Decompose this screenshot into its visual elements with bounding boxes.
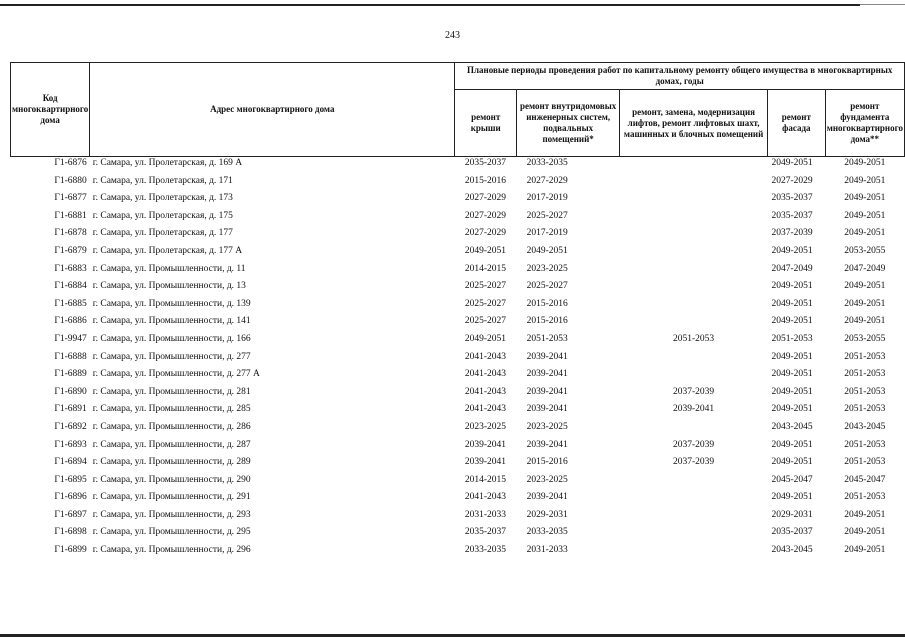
cell-foundation: 2049-2051 xyxy=(844,527,886,538)
cell-internal-systems: 2051-2053 xyxy=(526,333,568,344)
cell-code: Г1-6897 xyxy=(54,509,87,520)
cell-address: г. Самара, ул. Пролетарская, д. 173 xyxy=(92,193,233,204)
cell-facade: 2047-2049 xyxy=(771,263,813,274)
cell-lifts xyxy=(620,210,768,228)
cell-facade: 2051-2053 xyxy=(771,333,813,344)
table-row xyxy=(11,210,905,228)
table-row xyxy=(11,263,905,281)
cell-roof: 2039-2041 xyxy=(464,439,507,450)
cell-address: г. Самара, ул. Промышленности, д. 290 xyxy=(92,474,251,485)
cell-roof: 2039-2041 xyxy=(464,457,507,468)
cell-facade: 2029-2031 xyxy=(771,509,813,520)
cell-facade: 2049-2051 xyxy=(767,157,825,175)
cell-code: Г1-6886 xyxy=(54,316,87,327)
cell-internal-systems: 2033-2035 xyxy=(526,527,568,538)
cell-address: г. Самара, ул. Промышленности, д. 291 xyxy=(92,492,251,503)
cell-roof: 2041-2043 xyxy=(464,351,507,362)
cell-lifts: 2039-2041 xyxy=(673,404,715,415)
table-row xyxy=(11,227,905,245)
top-rule-thin xyxy=(860,4,905,5)
cell-lifts xyxy=(620,491,768,509)
cell-lifts: 2037-2039 xyxy=(673,386,715,397)
cell-address: г. Самара, ул. Промышленности, д. 11 xyxy=(92,263,246,274)
cell-foundation: 2049-2051 xyxy=(844,281,886,292)
cell-lifts xyxy=(620,315,768,333)
cell-code: Г1-6891 xyxy=(54,404,87,415)
cell-address: г. Самара, ул. Промышленности, д. 296 xyxy=(92,545,251,556)
cell-internal-systems: 2039-2041 xyxy=(526,351,568,362)
cell-facade: 2049-2051 xyxy=(771,439,813,450)
page-number: 243 xyxy=(445,30,460,41)
cell-lifts xyxy=(620,298,768,316)
cell-facade: 2049-2051 xyxy=(771,386,813,397)
cell-foundation: 2051-2053 xyxy=(844,492,886,503)
cell-foundation: 2049-2051 xyxy=(844,193,886,204)
header-address: Адрес многоквартирного дома xyxy=(90,63,455,157)
cell-address: г. Самара, ул. Промышленности, д. 289 xyxy=(92,457,251,468)
cell-roof: 2027-2029 xyxy=(464,228,507,239)
cell-roof: 2041-2043 xyxy=(464,369,507,380)
table-row xyxy=(11,333,905,351)
cell-code: Г1-6877 xyxy=(54,193,87,204)
cell-code: Г1-6880 xyxy=(54,175,87,186)
header-foundation: ремонт фундамента многоквартирного дома** xyxy=(825,90,904,157)
table-row xyxy=(11,456,905,474)
cell-internal-systems: 2039-2041 xyxy=(526,369,568,380)
table-row xyxy=(11,280,905,298)
cell-internal-systems: 2039-2041 xyxy=(526,439,568,450)
table-row xyxy=(11,421,905,439)
header-lifts: ремонт, замена, модернизация лифтов, ремонт лифтовых шахт, машинных и блочных помещений xyxy=(620,90,768,157)
cell-lifts xyxy=(620,175,768,193)
cell-internal-systems: 2049-2051 xyxy=(526,245,568,256)
table-row xyxy=(11,544,905,562)
cell-roof: 2014-2015 xyxy=(464,263,507,274)
cell-lifts xyxy=(620,421,768,439)
cell-facade: 2035-2037 xyxy=(771,527,813,538)
cell-internal-systems: 2033-2035 xyxy=(517,157,620,175)
cell-code: Г1-6893 xyxy=(54,439,87,450)
table-row xyxy=(11,245,905,263)
cell-foundation: 2051-2053 xyxy=(844,439,886,450)
cell-internal-systems: 2029-2031 xyxy=(526,509,568,520)
cell-code: Г1-6894 xyxy=(54,457,87,468)
table-row xyxy=(11,315,905,333)
table-row xyxy=(11,526,905,544)
cell-internal-systems: 2039-2041 xyxy=(526,404,568,415)
cell-lifts xyxy=(620,509,768,527)
table-body xyxy=(11,157,905,562)
cell-lifts xyxy=(620,474,768,492)
cell-lifts: 2037-2039 xyxy=(673,439,715,450)
cell-internal-systems: 2027-2029 xyxy=(526,175,568,186)
cell-facade: 2035-2037 xyxy=(771,193,813,204)
cell-address: г. Самара, ул. Пролетарская, д. 171 xyxy=(92,175,233,186)
cell-address: г. Самара, ул. Промышленности, д. 166 xyxy=(92,333,251,344)
header-code: Код многоквартирного дома xyxy=(11,63,90,157)
cell-facade: 2049-2051 xyxy=(771,369,813,380)
cell-facade: 2049-2051 xyxy=(771,351,813,362)
cell-roof: 2025-2027 xyxy=(464,298,507,309)
cell-address: г. Самара, ул. Пролетарская, д. 177 А xyxy=(92,245,243,256)
cell-internal-systems: 2015-2016 xyxy=(526,298,568,309)
header-roof: ремонт крыши xyxy=(455,90,517,157)
cell-foundation: 2053-2055 xyxy=(844,333,886,344)
cell-facade: 2049-2051 xyxy=(771,457,813,468)
cell-roof: 2015-2016 xyxy=(464,175,507,186)
cell-facade: 2049-2051 xyxy=(771,404,813,415)
cell-address: г. Самара, ул. Промышленности, д. 141 xyxy=(92,316,251,327)
capital-repair-schedule-table xyxy=(10,62,905,562)
cell-code: Г1-6888 xyxy=(54,351,87,362)
cell-facade: 2045-2047 xyxy=(771,474,813,485)
cell-roof: 2014-2015 xyxy=(464,474,507,485)
cell-code: Г1-6879 xyxy=(54,245,87,256)
cell-lifts xyxy=(620,263,768,281)
cell-address: г. Самара, ул. Пролетарская, д. 169 А xyxy=(90,157,455,175)
cell-address: г. Самара, ул. Промышленности, д. 13 xyxy=(92,281,246,292)
table-row xyxy=(11,157,905,175)
cell-roof: 2041-2043 xyxy=(464,386,507,397)
cell-internal-systems: 2017-2019 xyxy=(526,228,568,239)
table-row xyxy=(11,403,905,421)
cell-address: г. Самара, ул. Промышленности, д. 286 xyxy=(92,421,251,432)
cell-roof: 2031-2033 xyxy=(464,509,507,520)
cell-foundation: 2053-2055 xyxy=(844,245,886,256)
table-row xyxy=(11,386,905,404)
cell-foundation: 2049-2051 xyxy=(844,210,886,221)
cell-internal-systems: 2031-2033 xyxy=(526,545,568,556)
cell-address: г. Самара, ул. Пролетарская, д. 175 xyxy=(92,210,233,221)
cell-lifts xyxy=(620,526,768,544)
cell-foundation: 2051-2053 xyxy=(844,369,886,380)
cell-internal-systems: 2023-2025 xyxy=(526,421,568,432)
cell-roof: 2033-2035 xyxy=(464,545,507,556)
cell-address: г. Самара, ул. Промышленности, д. 287 xyxy=(92,439,251,450)
cell-code: Г1-6892 xyxy=(54,421,87,432)
cell-internal-systems: 2039-2041 xyxy=(526,492,568,503)
cell-roof: 2023-2025 xyxy=(464,421,507,432)
cell-foundation: 2051-2053 xyxy=(844,404,886,415)
cell-foundation: 2049-2051 xyxy=(844,228,886,239)
cell-address: г. Самара, ул. Промышленности, д. 139 xyxy=(92,298,251,309)
table-row xyxy=(11,509,905,527)
cell-address: г. Самара, ул. Промышленности, д. 277 А xyxy=(92,369,260,380)
cell-facade: 2049-2051 xyxy=(771,298,813,309)
cell-facade: 2043-2045 xyxy=(771,545,813,556)
cell-facade: 2043-2045 xyxy=(771,421,813,432)
cell-code: Г1-6881 xyxy=(54,210,87,221)
cell-lifts xyxy=(620,351,768,369)
header-facade: ремонт фасада xyxy=(767,90,825,157)
cell-facade: 2037-2039 xyxy=(771,228,813,239)
table-row xyxy=(11,474,905,492)
cell-address: г. Самара, ул. Промышленности, д. 277 xyxy=(92,351,251,362)
cell-address: г. Самара, ул. Промышленности, д. 285 xyxy=(92,404,251,415)
cell-roof: 2027-2029 xyxy=(464,193,507,204)
header-periods: Плановые периоды проведения работ по капитальному ремонту общего имущества в многоквартирных домах, годы xyxy=(455,63,905,90)
cell-address: г. Самара, ул. Пролетарская, д. 177 xyxy=(92,228,233,239)
cell-facade: 2049-2051 xyxy=(771,316,813,327)
cell-code: Г1-6898 xyxy=(54,527,87,538)
cell-roof: 2049-2051 xyxy=(464,333,507,344)
cell-roof: 2041-2043 xyxy=(464,492,507,503)
top-rule xyxy=(0,4,860,6)
cell-address: г. Самара, ул. Промышленности, д. 293 xyxy=(92,509,251,520)
cell-internal-systems: 2015-2016 xyxy=(526,316,568,327)
cell-foundation: 2043-2045 xyxy=(844,421,886,432)
table-row xyxy=(11,175,905,193)
cell-internal-systems: 2017-2019 xyxy=(526,193,568,204)
cell-lifts: 2051-2053 xyxy=(673,333,715,344)
cell-internal-systems: 2023-2025 xyxy=(526,263,568,274)
cell-code: Г1-6896 xyxy=(54,492,87,503)
cell-internal-systems: 2039-2041 xyxy=(526,386,568,397)
cell-foundation: 2051-2053 xyxy=(844,457,886,468)
cell-roof: 2049-2051 xyxy=(464,245,507,256)
table-row xyxy=(11,351,905,369)
cell-foundation: 2051-2053 xyxy=(844,386,886,397)
cell-roof: 2025-2027 xyxy=(464,316,507,327)
cell-facade: 2049-2051 xyxy=(771,281,813,292)
cell-roof: 2041-2043 xyxy=(464,404,507,415)
cell-foundation: 2049-2051 xyxy=(844,175,886,186)
cell-foundation: 2045-2047 xyxy=(844,474,886,485)
cell-foundation: 2051-2053 xyxy=(844,351,886,362)
cell-facade: 2049-2051 xyxy=(771,245,813,256)
table-header xyxy=(11,63,905,157)
cell-code: Г1-6876 xyxy=(11,157,90,175)
table-row xyxy=(11,491,905,509)
cell-lifts xyxy=(620,544,768,562)
cell-code: Г1-6878 xyxy=(54,228,87,239)
cell-code: Г1-6884 xyxy=(54,281,87,292)
cell-internal-systems: 2025-2027 xyxy=(526,281,568,292)
cell-roof: 2027-2029 xyxy=(464,210,507,221)
cell-foundation: 2047-2049 xyxy=(844,263,886,274)
cell-lifts xyxy=(620,157,768,175)
cell-foundation: 2049-2051 xyxy=(844,509,886,520)
cell-facade: 2027-2029 xyxy=(771,175,813,186)
cell-address: г. Самара, ул. Промышленности, д. 295 xyxy=(92,527,251,538)
header-internal-systems: ремонт внутридомовых инженерных систем, подвальных помещений* xyxy=(517,90,620,157)
cell-roof: 2035-2037 xyxy=(464,527,507,538)
cell-code: Г1-6883 xyxy=(54,263,87,274)
table-row xyxy=(11,439,905,457)
cell-lifts xyxy=(620,227,768,245)
cell-code: Г1-6885 xyxy=(54,298,87,309)
table-row xyxy=(11,298,905,316)
table-row xyxy=(11,368,905,386)
cell-code: Г1-6899 xyxy=(54,545,87,556)
bottom-rule xyxy=(0,634,905,637)
cell-lifts xyxy=(620,192,768,210)
cell-lifts xyxy=(620,280,768,298)
cell-code: Г1-6895 xyxy=(54,474,87,485)
cell-facade: 2035-2037 xyxy=(771,210,813,221)
cell-foundation: 2049-2051 xyxy=(844,298,886,309)
table-row xyxy=(11,192,905,210)
cell-internal-systems: 2015-2016 xyxy=(526,457,568,468)
cell-roof: 2025-2027 xyxy=(464,281,507,292)
cell-foundation: 2049-2051 xyxy=(844,545,886,556)
cell-code: Г1-6890 xyxy=(54,386,87,397)
cell-roof: 2035-2037 xyxy=(455,157,517,175)
cell-internal-systems: 2023-2025 xyxy=(526,474,568,485)
cell-lifts xyxy=(620,368,768,386)
cell-code: Г1-6889 xyxy=(54,369,87,380)
cell-foundation: 2049-2051 xyxy=(825,157,904,175)
cell-address: г. Самара, ул. Промышленности, д. 281 xyxy=(92,386,251,397)
cell-code: Г1-9947 xyxy=(54,333,87,344)
cell-foundation: 2049-2051 xyxy=(844,316,886,327)
cell-lifts: 2037-2039 xyxy=(673,457,715,468)
cell-lifts xyxy=(620,245,768,263)
cell-facade: 2049-2051 xyxy=(771,492,813,503)
cell-internal-systems: 2025-2027 xyxy=(526,210,568,221)
